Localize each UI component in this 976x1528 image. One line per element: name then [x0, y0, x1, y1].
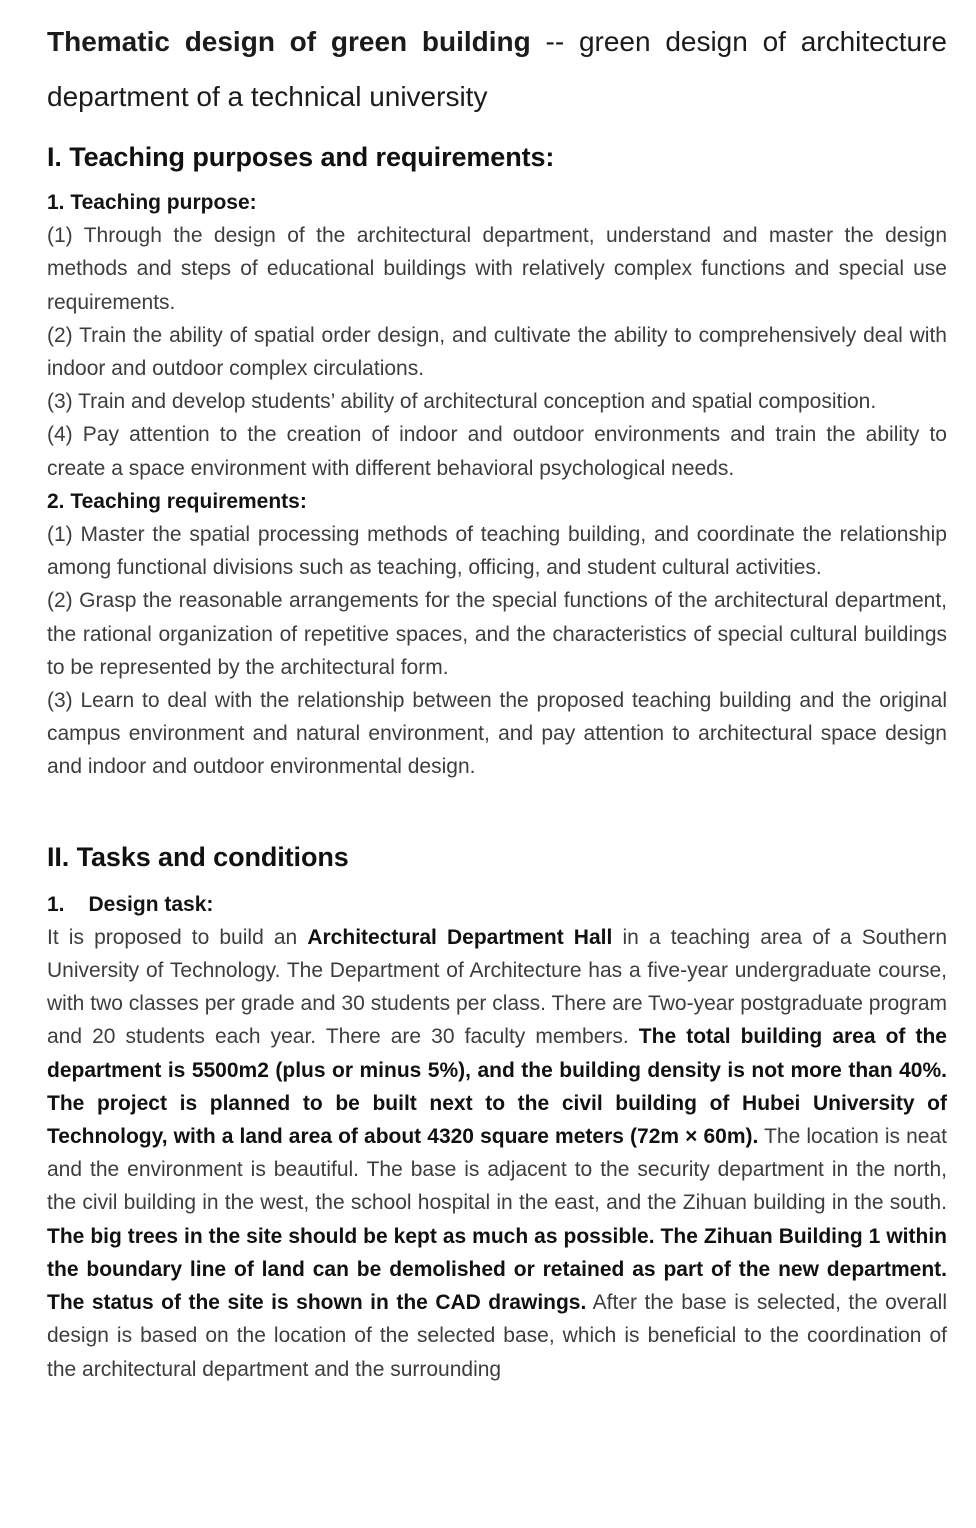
paragraph-requirement-1: (1) Master the spatial processing methods of teaching building, and coordinate the relationship among functional divisions such as teaching, officing, and student cultural activities. [47, 523, 947, 580]
sub-heading-design-task [47, 888, 947, 921]
text-run-bold: The big trees in the site should be kept as much as possible. The Zihuan Building 1 within the boundary line of land can be demolished or retained as part of the new department. The status of the site is shown in the CAD drawings. [47, 1224, 947, 1315]
section-heading-2: II. Tasks and conditions [47, 841, 349, 872]
text-run: It is proposed to build an [47, 925, 308, 949]
paragraph-purpose-4: (4) Pay attention to the creation of indoor and outdoor environments and train the ability to create a space environment with different behavioral psychological needs. [47, 423, 947, 480]
text-run-bold: Architectural Department Hall [307, 925, 613, 949]
text-run-bold: The total building area of the department is 5500m2 (plus or minus 5%), and the building density is not more than 40%. The project is planned to be built next to the civil building of Hubei University of Technology, with a land area of about 4320 square meters (72m × 60m). [47, 1025, 947, 1149]
document-title-bold-part: Thematic design of green building [47, 26, 531, 57]
text-run: The location is neat and the environment is beautiful. The base is adjacent to the security department in the north, the civil building in the west, the school hospital in the east, and the Zihuan building in the south. [47, 1125, 947, 1215]
section-heading-1: I. Teaching purposes and requirements: [47, 142, 555, 172]
paragraph-purpose-1: (1) Through the design of the architectural department, understand and master the design methods and steps of educational buildings with relatively complex functions and special use requirements. [47, 224, 947, 314]
design-task-label: Design task: [88, 892, 214, 916]
paragraph-purpose-2: (2) Train the ability of spatial order design, and cultivate the ability to comprehensively deal with indoor and outdoor complex circulations. [47, 323, 947, 381]
sub-heading-teaching-requirements: 2. Teaching requirements: [47, 489, 307, 513]
paragraph-requirement-3: (3) Learn to deal with the relationship between the proposed teaching building and the original campus environment and natural environment, and pay attention to architectural space design and indoor and outdoor environmental design. [47, 689, 947, 779]
paragraph-design-task-body [47, 921, 947, 1386]
paragraph-purpose-3: (3) Train and develop students’ ability of architectural conception and spatial composition. [47, 390, 877, 414]
document-title-rest: green design of architecture department of a technical university [47, 26, 947, 112]
text-run: After the base is selected, the overall design is based on the location of the selected base, which is beneficial to the coordination of the architectural department and the surrounding [47, 1291, 947, 1381]
document-title-separator: -- [545, 26, 565, 57]
document-title-separator-space [531, 26, 546, 57]
sub-heading-teaching-purpose: 1. Teaching purpose: [47, 191, 257, 214]
design-task-number: 1. [47, 892, 65, 916]
document-title [47, 14, 947, 124]
paragraph-requirement-2: (2) Grasp the reasonable arrangements for the special functions of the architectural department, the rational organization of repetitive spaces, and the characteristics of special cultural buildings to be represented by the architectural form. [47, 589, 947, 679]
text-run: in a teaching area of a Southern University of Technology. The Department of Architecture has a five-year undergraduate course, with two classes per grade and 30 students per class. There are Two-year postgraduate program and 20 students each year. There are 30 faculty members. [47, 925, 948, 1049]
